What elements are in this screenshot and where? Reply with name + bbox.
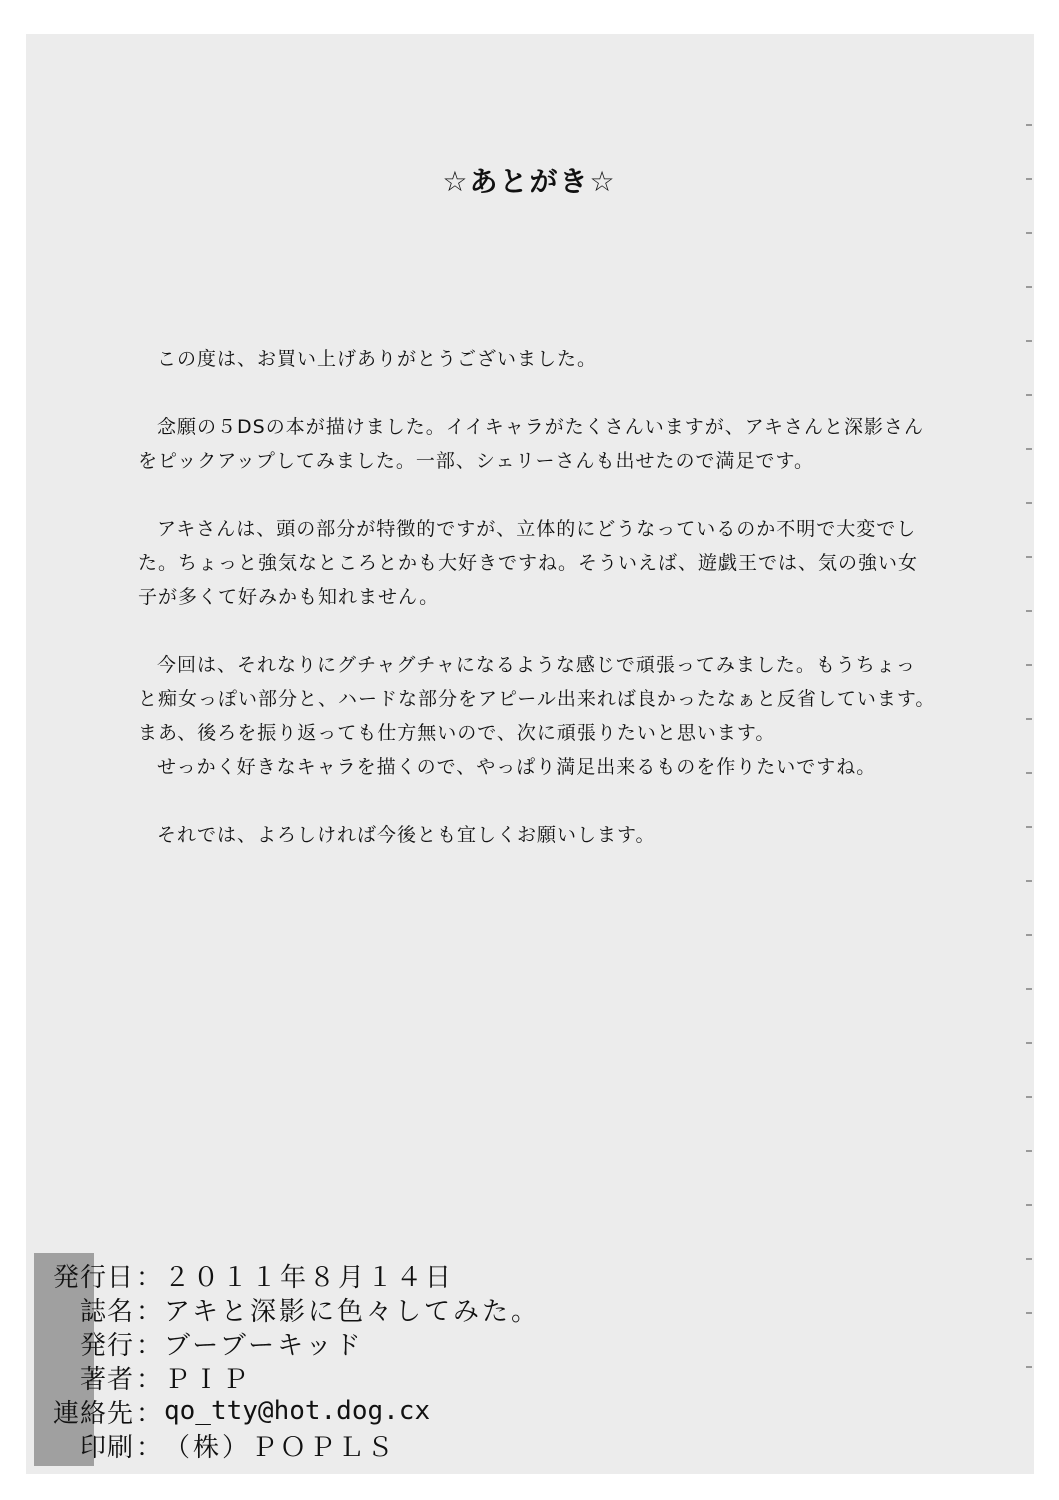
text-line: 今回は、それなりにグチャグチャになるような感じで頑張ってみました。もうちょっ	[157, 654, 916, 676]
colophon-row-publisher	[40, 1326, 540, 1360]
colophon-value: （株）ＰＯＰＬＳ	[164, 1432, 397, 1463]
colophon-row-title	[40, 1292, 540, 1326]
edge-mark	[1026, 826, 1032, 828]
text-line: それでは、よろしければ今後とも宜しくお願いします。	[157, 824, 656, 846]
edge-mark	[1026, 1366, 1032, 1368]
page-edge-marks	[1020, 114, 1034, 1414]
text-line: をピックアップしてみました。一部、シェリーさんも出せたので満足です。	[138, 450, 815, 472]
edge-mark	[1026, 124, 1032, 126]
text-line: アキさんは、頭の部分が特徴的ですが、立体的にどうなっているのか不明で大変でし	[157, 518, 917, 540]
colophon-value: ＰＩＰ	[164, 1364, 252, 1395]
colophon-label: 連絡先	[52, 1398, 134, 1429]
edge-mark	[1026, 394, 1032, 396]
text-line: 念願の５DSの本が描けました。イイキャラがたくさんいますが、アキさんと深影さん	[157, 416, 924, 438]
colophon-value: アキと深影に色々してみた。	[164, 1296, 540, 1327]
afterword-paragraph	[138, 512, 938, 614]
edge-mark	[1026, 1096, 1032, 1098]
colophon-value: ブーブーキッド	[164, 1330, 364, 1361]
edge-mark	[1026, 718, 1032, 720]
edge-mark	[1026, 1258, 1032, 1260]
edge-mark	[1026, 934, 1032, 936]
edge-mark	[1026, 1204, 1032, 1206]
edge-mark	[1026, 502, 1032, 504]
edge-mark	[1026, 556, 1032, 558]
colophon-separator: ：	[135, 1296, 162, 1327]
colophon-row-date	[40, 1258, 540, 1292]
colophon-row-printer	[40, 1428, 540, 1462]
edge-mark	[1026, 610, 1032, 612]
edge-mark	[1026, 286, 1032, 288]
edge-mark	[1026, 988, 1032, 990]
colophon-label: 発行	[79, 1330, 134, 1361]
text-line: せっかく好きなキャラを描くので、やっぱり満足出来るものを作りたいですね。	[157, 756, 877, 778]
edge-mark	[1026, 340, 1032, 342]
colophon-row-author	[40, 1360, 540, 1394]
afterword-body	[138, 342, 938, 886]
colophon-label: 誌名	[79, 1296, 134, 1327]
colophon-separator: ：	[135, 1398, 162, 1429]
colophon-separator: ：	[135, 1432, 162, 1463]
edge-mark	[1026, 1150, 1032, 1152]
afterword-paragraph	[138, 342, 938, 376]
colophon-separator: ：	[135, 1330, 162, 1361]
colophon-label: 印刷	[79, 1432, 134, 1463]
edge-mark	[1026, 880, 1032, 882]
colophon-row-contact	[40, 1394, 540, 1428]
text-line: と痴女っぽい部分と、ハードな部分をアピール出来れば良かったなぁと反省しています。	[138, 688, 936, 710]
edge-mark	[1026, 1042, 1032, 1044]
afterword-title: ☆あとがき☆	[442, 165, 617, 198]
text-line: 子が多くて好みかも知れません。	[138, 586, 440, 608]
edge-mark	[1026, 1312, 1032, 1314]
colophon-separator: ：	[135, 1364, 162, 1395]
colophon-label: 発行日	[52, 1262, 134, 1293]
colophon-value: ２０１１年８月１４日	[164, 1262, 455, 1293]
edge-mark	[1026, 448, 1032, 450]
text-line: た。ちょっと強気なところとかも大好きですね。そういえば、遊戯王では、気の強い女	[138, 552, 919, 574]
text-line: まあ、後ろを振り返っても仕方無いので、次に頑張りたいと思います。	[138, 722, 776, 744]
colophon-separator: ：	[135, 1262, 162, 1293]
contact-email[interactable]: qo_tty@hot.dog.cx	[164, 1396, 431, 1426]
afterword-paragraph	[138, 648, 938, 784]
afterword-paragraph	[138, 818, 938, 852]
edge-mark	[1026, 232, 1032, 234]
edge-mark	[1026, 664, 1032, 666]
edge-mark	[1026, 772, 1032, 774]
colophon	[40, 1258, 540, 1462]
text-line: この度は、お買い上げありがとうございました。	[157, 348, 598, 370]
colophon-label: 著者	[79, 1364, 134, 1395]
afterword-paragraph	[138, 410, 938, 478]
